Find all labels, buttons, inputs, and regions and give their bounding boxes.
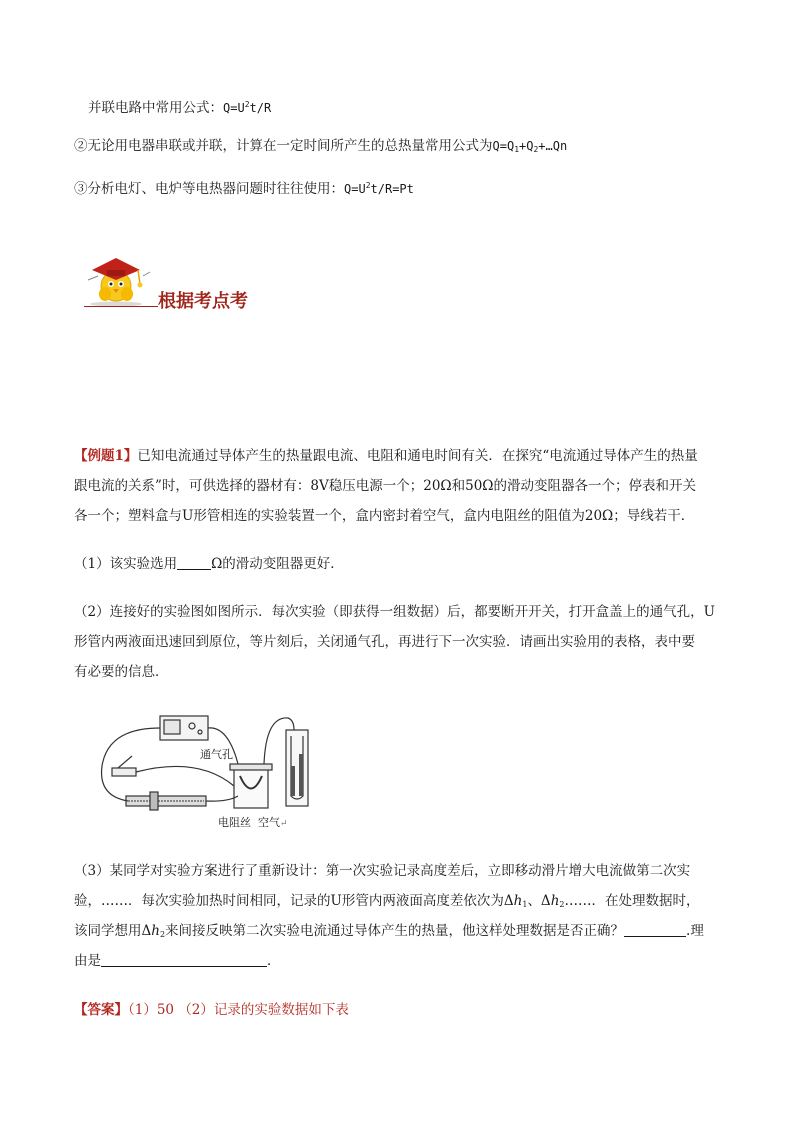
question-3-line-1: （3）某同学对实验方案进行了重新设计：第一次实验记录高度差后，立即移动滑片增大电流做第二次实 xyxy=(74,863,691,879)
example-text-1: 已知电流通过导体产生的热量跟电流、电阻和通电时间有关．在探究“电流通过导体产生的热量 xyxy=(137,448,698,464)
example-tag: 【例题1】 xyxy=(74,448,138,464)
question-3-line-3: 该同学想用$\Delta h_2$来间接反映第二次实验电流通过导体产生的热量，他这样处理数据是否正确？ .理 xyxy=(74,923,704,939)
parallel-formula: $Q=U^2t/R$ xyxy=(223,100,272,115)
figure-label-vent: 通气孔 xyxy=(200,748,233,761)
question-2-line-1: （2）连接好的实验图如图所示．每次实验（即获得一组数据）后，都要断开开关，打开盒盖上的通气孔，U xyxy=(74,604,715,620)
answer-blank-1[interactable] xyxy=(177,555,211,570)
parallel-formula-line xyxy=(88,96,271,117)
answer-tag: 【答案】 xyxy=(74,1002,128,1018)
experiment-figure xyxy=(88,706,328,832)
parallel-label: 并联电路中常用公式： xyxy=(88,100,223,116)
item3-text: ③分析电灯、电炉等电热器问题时往往使用： xyxy=(74,181,344,197)
example-line-3: 各一个；塑料盒与U形管相连的实验装置一个，盒内密封着空气，盒内电阻丝的阻值为20Ω；导线若干． xyxy=(74,508,695,524)
section-title: 根据考点考 xyxy=(158,291,248,312)
question-2-line-3: 有必要的信息． xyxy=(74,664,169,680)
question-2-line-2: 形管内两液面迅速回到原位，等片刻后，关闭通气孔，再进行下一次实验．请画出实验用的表格，表中要 xyxy=(74,634,695,650)
answer-blank-3[interactable] xyxy=(101,952,267,967)
answer-text: （1）50 （2）记录的实验数据如下表 xyxy=(128,1002,349,1018)
question-3-line-2: 验，……．每次实验加热时间相同，记录的U形管内两液面高度差依次为$\Delta h_1$、$\Delta h_2\dots\dots$．在处理数据时， xyxy=(74,893,700,909)
item2-text: ②无论用电器串联或并联，计算在一定时间所产生的总热量常用公式为 xyxy=(74,138,493,154)
item3-formula: $Q=U^2t/R=Pt$ xyxy=(344,181,414,196)
figure-label-air: 空气↵ xyxy=(258,816,288,829)
figure-label-wire: 电阻丝 xyxy=(218,816,251,829)
answer-line xyxy=(74,1001,349,1019)
question-3-line-4: 由是 ． xyxy=(74,953,281,969)
question-1: （1）该实验选用 Ω的滑动变阻器更好． xyxy=(74,556,344,572)
item3-line xyxy=(74,177,414,198)
example-line-2: 跟电流的关系”时，可供选择的器材有：8V稳压电源一个；20Ω和50Ω的滑动变阻器各一个；停表和开关 xyxy=(74,478,696,494)
section-rule xyxy=(84,306,158,307)
example-line-1 xyxy=(74,447,698,465)
item2-line xyxy=(74,137,567,159)
item2-formula: $Q=Q_1+Q_2+\dots Qn$ xyxy=(492,139,568,154)
graduate-chick-icon xyxy=(80,250,154,306)
answer-blank-2[interactable] xyxy=(624,922,686,937)
